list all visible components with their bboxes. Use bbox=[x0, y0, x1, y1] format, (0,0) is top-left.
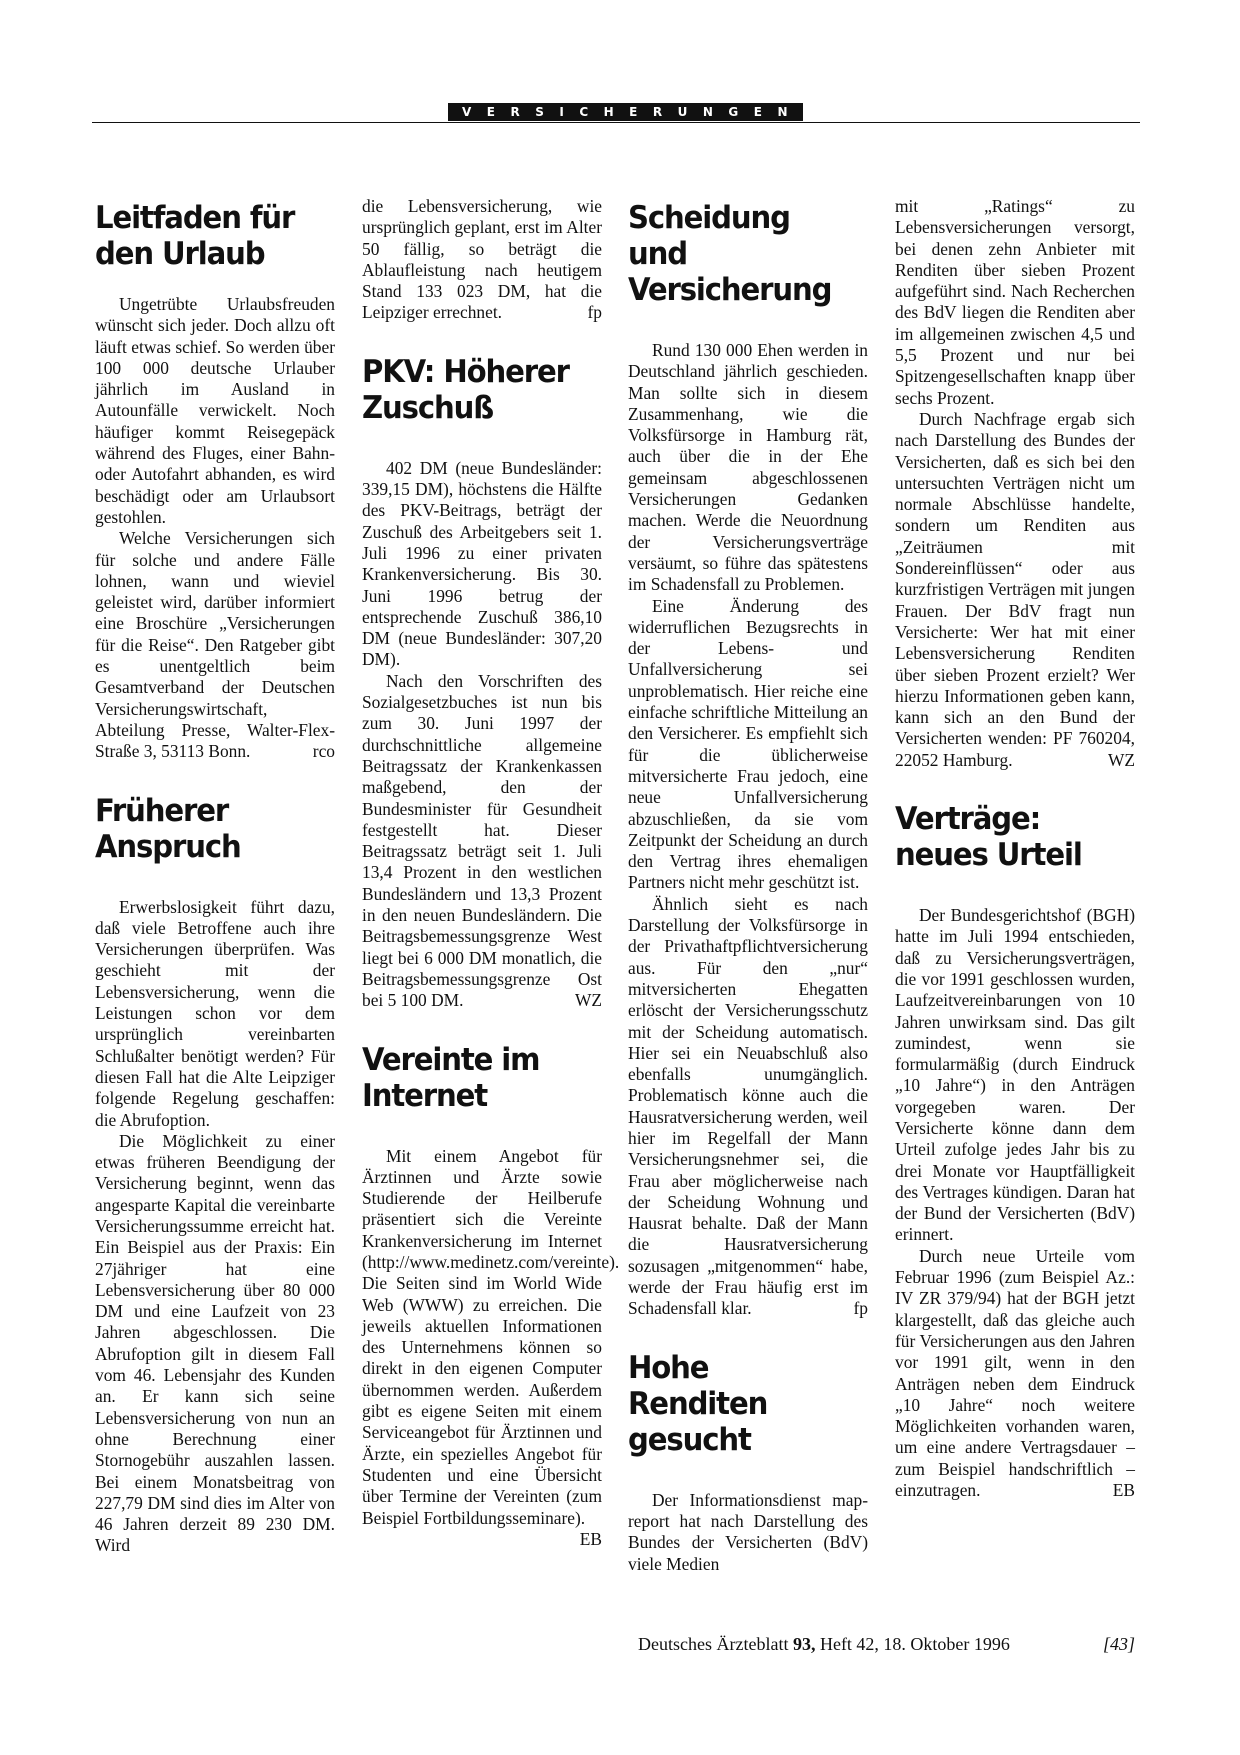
headline-frueherer-anspruch: Früherer Anspruch bbox=[95, 792, 241, 865]
paragraph: Nach den Vorschriften des Sozialgesetzbuches ist nun bis zum 30. Juni 1997 der durchschnittliche allgemeine Beitragssatz der Krankenkassen maßgebend, den der Bundesminister für Gesundheit festgestellt hat. Dieser Beitragssatz beträgt seit 1. Juli 13,4 Prozent in den westlichen Bundesländern und 13,3 Prozent in den neuen Bundesländern. Die Beitragsbemessungsgrenze West liegt bei 6 000 DM monatlich, die Beitragsbemessungsgrenze Ost bei 5 100 DM. WZ bbox=[362, 670, 602, 1011]
paragraph: Mit einem Angebot für Ärztinnen und Ärzte sowie Studierende der Heilberufe präsentiert sich die Vereinte Krankenversicherung im Internet (http://www.medinetz.com/vereinte). Die Seiten sind im World Wide Web (WWW) zu erreichen. Die jeweils aktuellen Informationen des Unternehmens können so direkt in den eigenen Computer übernommen werden. Außerdem gibt es eigene Seiten mit einem Serviceangebot für Ärztinnen und Ärzte, ein spezielles Angebot für Studenten und eine Übersicht über Termine der Vereinten (zum Beispiel Fortbildungsseminare). EB bbox=[362, 1145, 620, 1549]
column-2 bbox=[362, 196, 620, 1550]
headline-pkv: PKV: Höherer Zuschuß bbox=[362, 353, 569, 426]
paragraph: Rund 130 000 Ehen werden in Deutschland jährlich geschieden. Man sollte sich in diesem Zusammenhang, wie die Volksfürsorge in Hamburg rät, auch über die in der Ehe gemeinsam abgeschlossenen Versicherungen Gedanken machen. Werde die Neuordnung der Versicherungsverträge versäumt, so führe das spätestens im Schadensfall zu Problemen. bbox=[628, 340, 868, 595]
paragraph: Ähnlich sieht es nach Darstellung der Volksfürsorge in der Privathaftpflichtversicherung aus. Für den „nur“ mitversicherten Ehegatten erlöscht der Versicherungsschutz mit der Scheidung automatisch. Hier sei ein Neuabschluß also ebenfalls unumgänglich. Problematisch könne auch die Hausratversicherung werden, weil hier im Regelfall der Mann Versicherungsnehmer sei, die Frau aber möglicherweise nach der Scheidung Wohnung und Hausrat behalte. Daß der Mann die Hausratversicherung sozusagen „mitgenommen“ habe, werde der Frau häufig erst im Schadensfall klar. fp bbox=[628, 893, 868, 1319]
page-number: [43] bbox=[1103, 1634, 1136, 1654]
author-sig: WZ bbox=[1107, 749, 1135, 770]
journal-volume: 93, bbox=[792, 1634, 816, 1654]
header-rule bbox=[92, 122, 1140, 123]
paragraph: Der Bundesgerichtshof (BGH) hatte im Juli 1994 entschieden, daß zu Versicherungsverträgen, die vor 1991 geschlossen wurden, Laufzeitvereinbarungen von 10 Jahren unwirksam sind. Das gilt zumindest, wenn sie formularmäßig (durch Eindruck „10 Jahre“) in den Anträgen vorgegeben waren. Der Versicherte könne dann dem Urteil zufolge jedes Jahr bis zu drei Monate vor Hauptfälligkeit des Vertrages kündigen. Daran hat der Bund der Versicherten (BdV) erinnert. bbox=[895, 905, 1135, 1245]
paragraph: Durch Nachfrage ergab sich nach Darstellung des Bundes der Versicherten, daß es sich bei den untersuchten Verträgen nicht um normale Abschlüsse handelte, sondern um Renditen aus „Zeiträumen mit Sondereinflüssen“ oder aus kurzfristigen Verträgen mit jungen Frauen. Der BdV fragt nun Versicherte: Wer hat mit einer Lebensversicherung Renditen über sieben Prozent erzielt? Wer hierzu Informationen geben kann, kann sich an den Bund der Versicherten wenden: PF 760204, 22052 Hamburg. WZ bbox=[895, 408, 1135, 770]
author-sig: rco bbox=[312, 741, 335, 762]
column-1 bbox=[95, 200, 335, 1557]
author-sig: WZ bbox=[574, 990, 602, 1011]
page-footer bbox=[638, 1634, 1138, 1655]
column-3 bbox=[628, 200, 868, 1575]
journal-issue: Heft 42, 18. Oktober 1996 bbox=[819, 1634, 1010, 1654]
paragraph: Eine Änderung des widerruflichen Bezugsrechts in der Lebens- und Unfallversicherung sei unproblematisch. Hier reiche eine einfache schriftliche Mitteilung an den Versicherer. Es empfiehlt sich für die üblicherweise mitversicherte Frau jedoch, eine neue Unfallversicherung abzuschließen, da sie vom Zeitpunkt der Scheidung an durch den Vertrag ihres ehemaligen Partners nicht mehr geschützt ist. bbox=[628, 595, 868, 893]
section-label: VERSICHERUNGEN bbox=[448, 103, 803, 121]
paragraph: Der Informationsdienst map-report hat nach Darstellung des Bundes der Versicherten (BdV) viele Medien bbox=[628, 1489, 868, 1574]
paragraph: Welche Versicherungen sich für solche und andere Fälle lohnen, wann und wieviel geleistet wird, darüber informiert eine Broschüre „Versicherungen für die Reise“. Den Ratgeber gibt es unentgeltlich beim Gesamtverband der Deutschen Versicherungswirtschaft, Abteilung Presse, Walter-Flex-Straße 3, 53113 Bonn. rco bbox=[95, 528, 335, 762]
journal-name: Deutsches Ärzteblatt bbox=[638, 1634, 789, 1654]
author-sig: fp bbox=[853, 1298, 868, 1319]
headline-hohe-renditen: Hohe Renditen gesucht bbox=[628, 1349, 768, 1458]
paragraph: Die Möglichkeit zu einer etwas früheren Beendigung der Versicherung beginnt, wenn das angesparte Kapital die vereinbarte Versicherungssumme erreicht hat. Ein Beispiel aus der Praxis: Ein 27jähriger hat eine Lebensversicherung über 80 000 DM und eine Laufzeit von 23 Jahren abgeschlossen. Die Abrufoption gilt in diesem Fall vom 46. Lebensjahr des Kunden an. Er kann sich seine Lebensversicherung von nun an ohne Berechnung einer Stornogebühr auszahlen lassen. Bei einem Monatsbeitrag von 227,79 DM sind dies im Alter von 46 Jahren derzeit 89 230 DM. Wird bbox=[95, 1130, 335, 1556]
headline-vereinte: Vereinte im Internet bbox=[362, 1041, 540, 1114]
column-4 bbox=[895, 196, 1135, 1501]
paragraph: die Lebensversicherung, wie ursprünglich geplant, erst im Alter 50 fällig, so beträgt die Ablaufleistung nach heutigem Stand 133 023 DM, hat die Leipziger errechnet. fp bbox=[362, 196, 602, 323]
author-sig: EB bbox=[579, 1528, 602, 1549]
paragraph: Ungetrübte Urlaubsfreuden wünscht sich jeder. Doch allzu oft läuft etwas schief. So werden über 100 000 deutsche Urlauber jährlich im Ausland in Autounfälle verwickelt. Noch häufiger kommt Reisegepäck während des Fluges, einer Bahn- oder Autofahrt abhanden, es wird beschädigt oder am Urlaubsort gestohlen. bbox=[95, 294, 335, 527]
headline-scheidung: Scheidung und Versicherung bbox=[628, 200, 832, 308]
paragraph: Erwerbslosigkeit führt dazu, daß viele Betroffene auch ihre Versicherungen überprüfen. Was geschieht mit der Lebensversicherung, wenn die Leistungen schon vor dem ursprünglich vereinbarten Schlußalter benötigt werden? Für diesen Fall hat die Alte Leipziger folgende Regelung geschaffen: die Abrufoption. bbox=[95, 896, 335, 1130]
paragraph: mit „Ratings“ zu Lebensversicherungen versorgt, bei denen zehn Anbieter mit Renditen über sieben Prozent aufgeführt sind. Nach Recherchen des BdV liegen die Renditen aber im allgemeinen zwischen 4,5 und 5,5 Prozent und nur bei Spitzengesellschaften knapp über sechs Prozent. bbox=[895, 196, 1135, 408]
headline-leitfaden: Leitfaden für den Urlaub bbox=[95, 200, 295, 272]
paragraph: Durch neue Urteile vom Februar 1996 (zum Beispiel Az.: IV ZR 379/94) hat der BGH jetzt klargestellt, daß das gleiche auch für Versicherungen aus den Jahren vor 1991 gilt, wenn in den Anträgen neben dem Eindruck „10 Jahre“ noch weitere Möglichkeiten vorhanden waren, um eine andere Vertragsdauer – zum Beispiel handschriftlich – einzutragen. EB bbox=[895, 1245, 1135, 1501]
headline-vertraege: Verträge: neues Urteil bbox=[895, 801, 1082, 874]
author-sig: EB bbox=[1112, 1480, 1135, 1501]
paragraph: 402 DM (neue Bundesländer: 339,15 DM), höchstens die Hälfte des PKV-Beitrags, beträgt der Zuschuß des Arbeitgebers seit 1. Juli 1996 zu einer privaten Krankenversicherung. Bis 30. Juni 1996 betrug der entsprechende Zuschuß 386,10 DM (neue Bundesländer: 307,20 DM). bbox=[362, 457, 602, 670]
author-sig: fp bbox=[587, 302, 602, 323]
